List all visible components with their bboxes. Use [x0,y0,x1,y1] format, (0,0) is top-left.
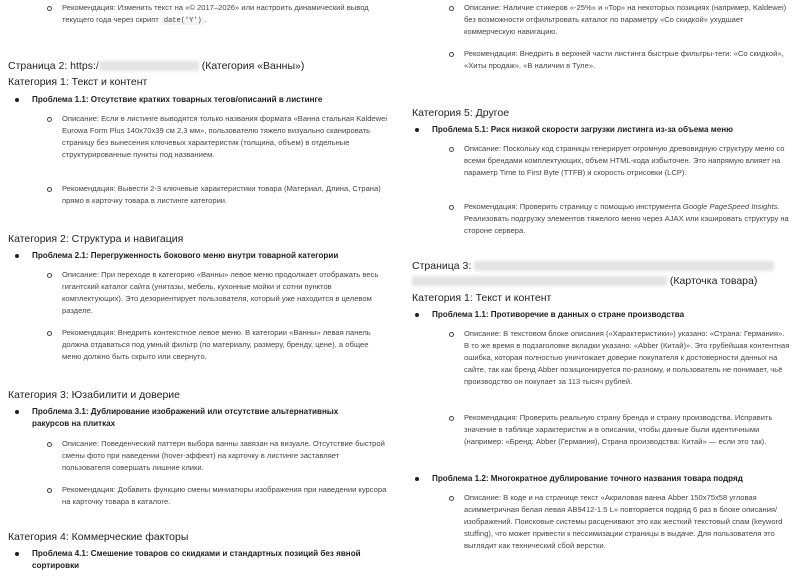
description-item: Описание: В коде и на странице текст «Акриловая ванна Abber 150x75x58 угловая асимметричная белая левая AB9412-1.5 L» повторяется подряд 6 раз в блоке описания/изображений. Поисковые системы расценивают это как жесткий текстовый спам (keyword stuffing), что может привести к пессимизации страницы в выдаче. Для пользователя это выглядит как технический сбой верстки. [464,492,790,552]
recommendation-item: Рекомендация: Внедрить в верхней части листинга быстрые фильтры-теги: «Со скидкой», «Хиты продаж», «В наличии в Туле». [464,48,790,72]
description-item: Описание: При переходе в категорию «Ванны» левое меню продолжает отображать весь гигантский каталог сайта (унитазы, мебель, кухонные мойки и сотни пунктов комплектующих). Это дезориентирует пользователя, который уже находится в целевом разделе. [62,269,388,317]
problem-item: Проблема 1.2: Многократное дублирование точного названия товара подряд [432,473,794,485]
recommendation-item: Рекомендация: Добавить функцию смены миниатюры изображения при наведении курсора на карточку товара в каталоге. [62,485,387,506]
problem-item: Проблема 3.1: Дублирование изображений или отсутствие альтернативных ракурсов на плитках [32,406,372,430]
description-item: Описание: В текстовом блоке описания («Характеристики») указано: «Страна: Германия». В то же время в подзаголовке вкладки указано: «Abber (Китай)». Это грубейшая контентная ошибка, которая полностью уничтожает доверие покупателя к достоверности данных на сайте, так как бренд Abber позиционируется по-разному, и пользователь не понимает, чьё производство он покупает за 113 тысяч рублей. [464,329,790,386]
problem-item: Проблема 1.1: Противоречие в данных о стране производства [432,309,794,321]
page-3-heading-line2: (Карточка товара) [412,275,798,287]
redacted-url [474,261,774,271]
description-item: Описание: Наличие стикеров «-25%» и «Top» на некоторых позициях (например, Kaldewei) без возможности отфильтровать каталог по параметру «Со скидкой» ухудшает коммерческую навигацию. [464,2,790,38]
problem-item: Проблема 2.1: Перегруженность бокового меню внутри товарной категории [32,250,390,262]
redacted-url [99,61,199,71]
problem-item: Проблема 4.1: Смешение товаров со скидками и стандартных позиций без явной сортировки [32,548,372,572]
description-item: Описание: Если в листинге выводятся только названия формата «Ванна стальная Kaldewei Eurowa Form Plus 140x70x39 см 2,3 мм», пользователю тяжело визуально сканировать страницу без вынесения ключевых характеристик (толщина, объем) в отдельные структурированные пункты под названием. [62,114,388,159]
category-heading: Категория 1: Текст и контент [8,76,148,88]
redacted-url [412,276,667,286]
recommendation-item: Рекомендация: Вывести 2-3 ключевые характеристики товара (Материал, Длина, Страна) прямо в карточку товара в листинге категории. [62,183,388,207]
recommendation-item: Рекомендация: Проверить реальную страну бренда и страну производства. Исправить значение в таблице характеристик и в описании, чтобы данные были идентичными (например: «Бренд: Abber (Германия), Страна производства: Китай» — если это так). [464,412,790,448]
page-2-heading: Страница 2: https:/ (Категория «Ванны») [8,60,305,72]
category-heading: Категория 2: Структура и навигация [8,233,184,245]
page-3-heading: Страница 3: [412,260,798,272]
code-snippet: date('Y') [161,17,205,25]
rec-year-item: Рекомендация: Изменить текст на «© 2017–2026» или настроить динамический вывод текущего года через скрипт date('Y') . [62,2,390,27]
category-heading: Категория 4: Коммерческие факторы [8,531,189,543]
category-heading: Категория 5: Другое [412,107,510,119]
category-heading: Категория 1: Текст и контент [412,292,552,304]
recommendation-item: Рекомендация: Проверить страницу с помощью инструмента Google PageSpeed Insights. Реализовать подгрузку элементов тяжелого меню через AJAX или кэшировать структуру на стороне сервера. [464,202,789,235]
problem-item: Проблема 1.1: Отсутствие кратких товарных тегов/описаний в листинге [32,94,390,106]
category-heading: Категория 3: Юзабилити и доверие [8,389,180,401]
description-item: Описание: Поскольку код страницы генерирует огромную древовидную структуру меню со всеми брендами комплектующих, объем HTML-кода избыточен. Это напрямую влияет на параметр Time to First Byte (TTFB) и скорость отрисовки (LCP). [464,143,790,179]
problem-item: Проблема 5.1: Риск низкой скорости загрузки листинга из-за объема меню [432,124,794,136]
recommendation-item: Рекомендация: Внедрить контекстное левое меню. В категории «Ванны» левая панель должна отдаваться под умный фильтр (по материалу, размеру, бренду, цене), а общее меню должно быть скрыто или свернуто. [62,327,388,363]
description-item: Описание: Поведенческий паттерн выбора ванны завязан на визуале. Отсутствие быстрой смены фото при наведении (hover-эффект) на карточку в листинге заставляет пользователя совершать лишние клики. [62,438,388,474]
